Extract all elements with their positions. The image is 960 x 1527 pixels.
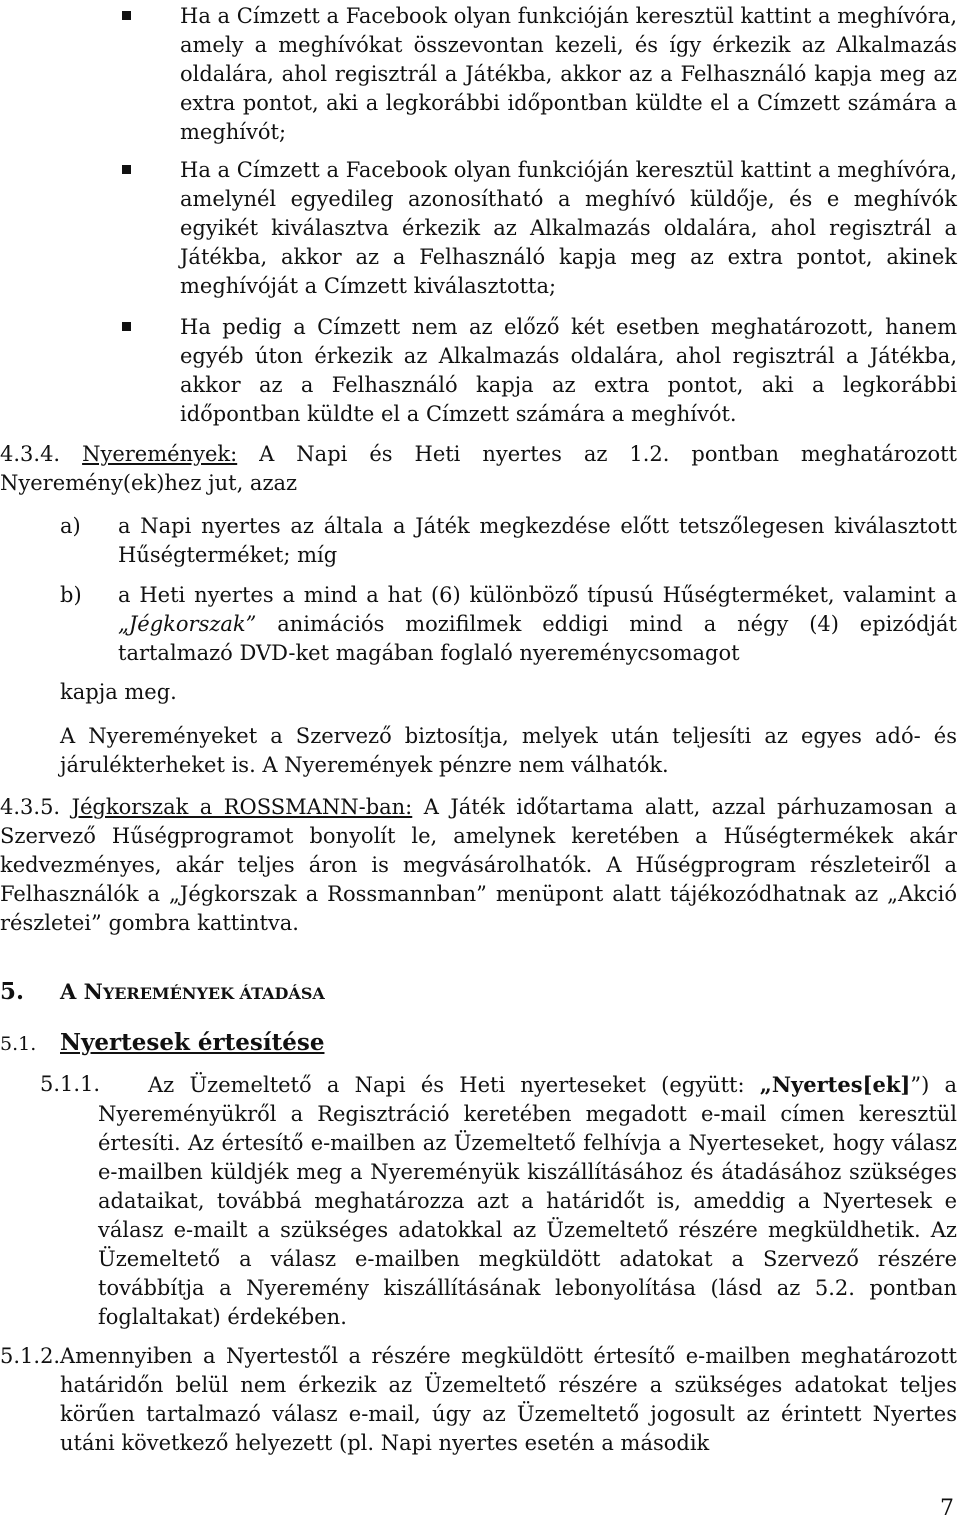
list-label: a) (60, 514, 81, 538)
item-number: 5.1.1. (40, 1072, 101, 1096)
section-title: Nyeremények: (82, 442, 238, 466)
bullet-item (122, 156, 957, 301)
list-text (118, 581, 957, 668)
heading-title-smallcaps: YEREMÉNYEK ÁTADÁSA (102, 984, 325, 1003)
section-4-3-4 (0, 440, 957, 498)
list-text: a Napi nyertes az általa a Játék megkezdése előtt tetszőlegesen kiválasztott Hűségterméket; míg (118, 514, 957, 567)
heading-title (60, 977, 325, 1008)
section-4-3-5 (0, 793, 957, 938)
section-text: A Játék időtartama alatt, azzal párhuzamosan a Szervező Hűségprogramot bonyolít le, amelynek keretében a Hűségtermékek akár kedvezményes, akár teljes áron is megvásárolhatók. A Hűségprogram részleteiről a Felhasználók a „Jégkorszak a Rossmannban” menüpont alatt tájékozódhatnak az „Akció részletei” gombra kattintva. (0, 795, 957, 935)
text-segment: animációs mozifilmek eddigi mind a négy (4) epizódját tartalmazó DVD-ket magában foglaló nyereménycsomagot (118, 612, 957, 665)
prize-item-b (60, 581, 957, 668)
section-number: 4.3.4. (0, 442, 61, 466)
square-bullet-icon (122, 165, 131, 174)
heading-title-cap: A N (60, 979, 103, 1004)
prize-item-a (60, 512, 957, 570)
list-label: b) (60, 583, 82, 607)
bold-term: „Nyertes[ek] (759, 1072, 911, 1097)
square-bullet-icon (122, 11, 131, 20)
item-text: Amennyiben a Nyertestől a részére megküldött értesítő e-mailben meghatározott határidőn belül nem érkezik az Üzemeltető részére a szükséges adatokat teljes körűen tartalmazó válasz e-mail, úgy az Üzemeltető jogosult az érintett Nyertes utáni következő helyezett (pl. Napi nyertes esetén a második (60, 1344, 957, 1455)
text-segment: a Heti nyertes a mind a hat (6) különböző típusú Hűségterméket, valamint a (118, 583, 957, 607)
item-number: 5.1.2. (0, 1344, 61, 1368)
item-text (98, 1070, 957, 1332)
bullet-item (122, 313, 957, 429)
item-5-1-1 (0, 1070, 957, 1332)
bullet-text: Ha a Címzett a Facebook olyan funkcióján keresztül kattint a meghívóra, amely a meghívókat összevontan kezeli, és így érkezik az Alkalmazás oldalára, ahol regisztrál a Játékba, akkor az a Felhasználó kapja meg az extra pontot, aki a legkorábbi időpontban küldte el a Címzett számára a meghívót; (180, 4, 957, 144)
text-segment: ”) a Nyereményükről a Regisztráció keretében megadott e-mail címen keresztül értesíti. Az értesítő e-mailben az Üzemeltető felhívja a Nyerteseket, hogy válasz e-mailben küldjék meg a Nyereményük kiszállításához és átadásához szükséges adataikat, továbbá meghatározza azt a határidőt is, ameddig a Nyertesek e válasz e-mailt a szükséges adatokkal az Üzemeltető részére megküldhetik. Az Üzemeltető a válasz e-mailben megküldött adatokat a Szervező részére továbbítja a Nyeremény kiszállításának lebonyolítása (lásd az 5.2. pontban foglaltakat) érdekében. (98, 1073, 957, 1329)
bullet-text: Ha a Címzett a Facebook olyan funkcióján keresztül kattint a meghívóra, amelynél egyedileg azonosítható a meghívó küldője, és e meghívók egyikét kiválasztva érkezik az Alkalmazás oldalára, ahol regisztrál a Játékba, akkor az a Felhasználó kapja meg az extra pontot, akinek meghívóját a Címzett kiválasztotta; (180, 158, 957, 298)
section-text: A Napi és Heti nyertes az 1.2. pontban meghatározott Nyeremény(ek)hez jut, azaz (0, 442, 957, 495)
item-5-1-2 (0, 1342, 957, 1458)
bullet-item (122, 2, 957, 147)
tax-note: A Nyereményeket a Szervező biztosítja, melyek után teljesíti az egyes adó- és járulékterheket is. A Nyeremények pénzre nem válhatók. (60, 724, 957, 777)
page-number: 7 (940, 1496, 954, 1521)
section-number: 4.3.5. (0, 795, 61, 819)
film-title: „Jégkorszak” (118, 612, 257, 636)
kapja-meg: kapja meg. (60, 680, 177, 704)
heading-title: Nyertesek értesítése (60, 1029, 325, 1056)
bullet-text: Ha pedig a Címzett nem az előző két esetben meghatározott, hanem egyéb úton érkezik az Alkalmazás oldalára, ahol regisztrál a Játékba, akkor az a Felhasználó kapja az extra pontot, aki a legkorábbi időpontban küldte el a Címzett számára a meghívót. (180, 315, 957, 426)
square-bullet-icon (122, 322, 131, 331)
heading-number: 5. (0, 978, 25, 1005)
heading-number: 5.1. (0, 1033, 37, 1055)
text-segment: Az Üzemeltető a Napi és Heti nyerteseket (együtt: (148, 1073, 760, 1097)
section-title: Jégkorszak a ROSSMANN-ban: (71, 795, 413, 819)
